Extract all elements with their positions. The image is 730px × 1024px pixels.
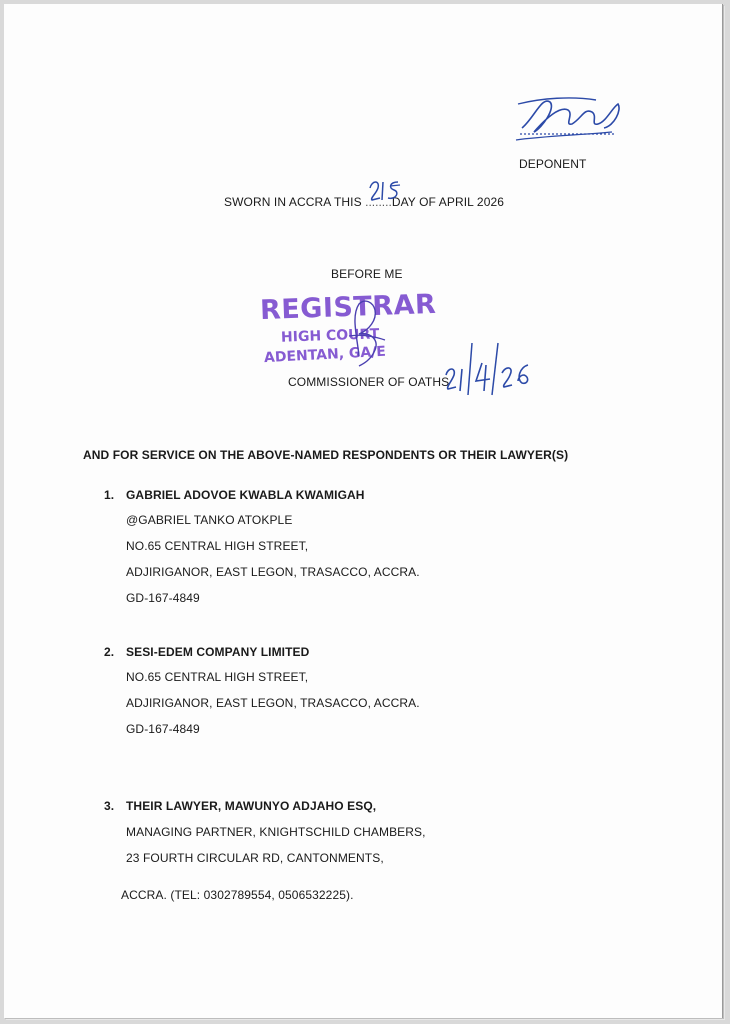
party-2-line-1: NO.65 CENTRAL HIGH STREET,	[126, 670, 309, 684]
service-heading: AND FOR SERVICE ON THE ABOVE-NAMED RESPONDENTS OR THEIR LAWYER(S)	[83, 448, 569, 462]
party-2-line-3: GD-167-4849	[126, 722, 200, 736]
stamp-line-3: ADENTAN, GA/E	[263, 343, 387, 367]
party-3-line-1: MANAGING PARTNER, KNIGHTSCHILD CHAMBERS,	[126, 825, 426, 839]
handwritten-date	[442, 339, 534, 399]
party-1-line-4: GD-167-4849	[126, 591, 200, 605]
sworn-dots: ........	[365, 195, 392, 209]
party-1-line-2: NO.65 CENTRAL HIGH STREET,	[126, 539, 309, 553]
party-3-name: THEIR LAWYER, MAWUNYO ADJAHO ESQ,	[126, 799, 377, 813]
stamp-line-1: REGISTRAR	[259, 288, 437, 327]
party-2-line-2: ADJIRIGANOR, EAST LEGON, TRASACCO, ACCRA.	[126, 696, 420, 710]
deponent-signature	[512, 88, 624, 146]
deponent-label: DEPONENT	[519, 157, 587, 171]
party-3-line-2: 23 FOURTH CIRCULAR RD, CANTONMENTS,	[126, 851, 384, 865]
commissioner-of-oaths: COMMISSIONER OF OATHS	[288, 375, 450, 389]
commissioner-signature	[329, 296, 409, 376]
handwritten-day	[368, 176, 402, 206]
sworn-line	[224, 195, 504, 209]
party-2-number: 2.	[104, 645, 115, 659]
party-1-number: 1.	[104, 488, 115, 502]
document-page	[4, 4, 723, 1018]
sworn-suffix: DAY OF APRIL 2026	[391, 195, 505, 209]
party-1-line-1: @GABRIEL TANKO ATOKPLE	[126, 513, 293, 527]
before-me: BEFORE ME	[331, 267, 403, 281]
stamp-line-2: HIGH COURT	[280, 326, 380, 346]
party-1-name: GABRIEL ADOVOE KWABLA KWAMIGAH	[126, 488, 365, 502]
party-3-number: 3.	[104, 799, 115, 813]
party-1-line-3: ADJIRIGANOR, EAST LEGON, TRASACCO, ACCRA.	[126, 565, 420, 579]
party-3-line-3: ACCRA. (TEL: 0302789554, 0506532225).	[121, 888, 354, 902]
sworn-prefix: SWORN IN ACCRA THIS	[224, 195, 362, 209]
party-2-name: SESI-EDEM COMPANY LIMITED	[126, 645, 310, 659]
